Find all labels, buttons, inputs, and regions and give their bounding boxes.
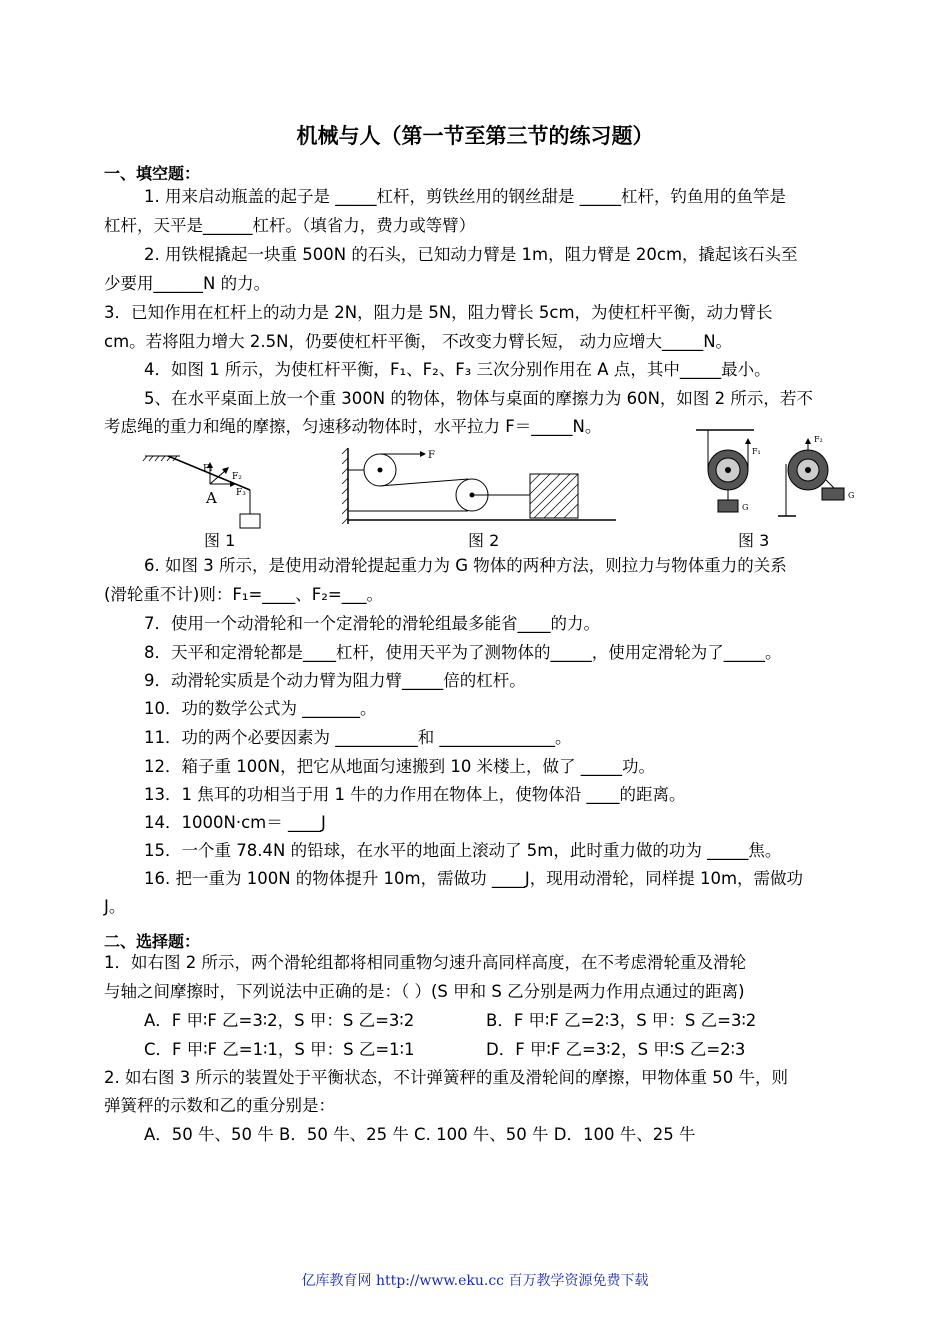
page-title: 机械与人（第一节至第三节的练习题） [296, 123, 654, 148]
figure-2-pulley-block [340, 446, 620, 526]
question-line: 9．动滑轮实质是个动力臂为阻力臂_____倍的杠杆。 [144, 671, 526, 690]
figure-2-caption: 图 2 [468, 531, 500, 550]
question-line: 15．一个重 78.4N 的铅球，在水平的地面上滚动了 5m，此时重力做的功为 _____焦。 [144, 841, 782, 860]
choice-option: C．F 甲∶F 乙=1∶1，S 甲：S 乙=1∶1 [144, 1040, 415, 1059]
question-line: 弹簧秤的示数和乙的重分别是： [104, 1096, 335, 1115]
section-heading-fill-blank: 一、填空题： [104, 164, 201, 183]
figure-3-caption: 图 3 [738, 531, 770, 550]
figure-3-movable-pulleys [696, 424, 866, 520]
figure-3-f1-label: F₁ [752, 447, 761, 456]
figure-1-f2-label: F₂ [232, 472, 242, 482]
question-line: 3．已知作用在杠杆上的动力是 2N，阻力是 5N，阻力臂长 5cm，为使杠杆平衡，动力臂长 [104, 303, 773, 322]
figure-1-lever [140, 448, 270, 530]
question-line: 考虑绳的重力和绳的摩擦，匀速移动物体时，水平拉力 F＝_____N。 [104, 417, 602, 436]
question-line: 14．1000N·cm＝ ____J [144, 813, 326, 832]
figure-1-f3-label: F₃ [236, 488, 246, 498]
question-line: J。 [104, 897, 126, 916]
question-line: 7．使用一个动滑轮和一个定滑轮的滑轮组最多能省____的力。 [144, 614, 600, 633]
question-line: 8．天平和定滑轮都是____杠杆，使用天平为了测物体的_____，使用定滑轮为了_____。 [144, 643, 782, 662]
question-line: 13．1 焦耳的功相当于用 1 牛的力作用在物体上，使物体沿 ____的距离。 [144, 785, 686, 804]
question-line: (滑轮重不计)则：F₁=____、F₂=___。 [104, 585, 383, 604]
question-line: 11．功的两个必要因素为 __________和 ______________。 [144, 728, 572, 747]
figure-3-f2-label: F₂ [814, 435, 823, 444]
section-heading-choice: 二、选择题： [104, 932, 201, 951]
question-line: 12．箱子重 100N，把它从地面匀速搬到 10 米楼上，做了 _____功。 [144, 757, 656, 776]
figure-2-force-label: F [428, 450, 435, 461]
question-line: 1．如右图 2 所示，两个滑轮组都将相同重物匀速升高同样高度，在不考虑滑轮重及滑轮 [104, 953, 746, 972]
figure-1-point-a: A [206, 489, 217, 507]
question-line: 少要用______N 的力。 [104, 274, 271, 293]
choice-option: A．F 甲∶F 乙=3∶2，S 甲：S 乙=3∶2 [144, 1011, 415, 1030]
choice-options: A．50 牛、50 牛 B．50 牛、25 牛 C. 100 牛、50 牛 D．100 牛、25 牛 [144, 1125, 696, 1144]
question-line: 1. 用来启动瓶盖的起子是 _____杠杆，剪铁丝用的钢丝甜是 _____杠杆，钓鱼用的鱼竿是 [144, 187, 786, 206]
question-line: 4．如图 1 所示，为使杠杆平衡，F₁、F₂、F₃ 三次分别作用在 A 点，其中_____最小。 [144, 360, 771, 379]
question-line: 10．功的数学公式为 _______。 [144, 699, 377, 718]
question-line: 杠杆，天平是______杠杆。（填省力，费力或等臂） [104, 216, 476, 235]
footer-link[interactable]: 亿库教育网 http://www.eku.cc 百万教学资源免费下载 [301, 1273, 649, 1289]
question-line: 6. 如图 3 所示，是使用动滑轮提起重力为 G 物体的两种方法，则拉力与物体重力的关系 [144, 556, 787, 575]
question-line: cm。若将阻力增大 2.5N，仍要使杠杆平衡， 不改变力臂长短， 动力应增大_____N。 [104, 332, 733, 351]
figure-1-caption: 图 1 [204, 531, 236, 550]
question-line: 16. 把一重为 100N 的物体提升 10m，需做功 ____J，现用动滑轮，同样提 10m，需做功 [144, 869, 804, 888]
question-line: 2. 如右图 3 所示的装置处于平衡状态，不计弹簧秤的重及滑轮间的摩擦，甲物体重 50 牛，则 [104, 1068, 788, 1087]
question-line: 5、在水平桌面上放一个重 300N 的物体，物体与桌面的摩擦力为 60N，如图 2 所示，若不 [144, 389, 813, 408]
figure-3-g1-label: G [742, 503, 749, 512]
question-line: 与轴之间摩擦时，下列说法中正确的是：（ ）(S 甲和 S 乙分别是两力作用点通过的距离) [104, 982, 745, 1001]
figure-1-f1-label: F₁ [203, 464, 213, 474]
choice-option: B．F 甲∶F 乙=2∶3，S 甲：S 乙=3∶2 [486, 1011, 757, 1030]
choice-option: D．F 甲∶F 乙=3∶2，S 甲∶S 乙=2∶3 [486, 1040, 746, 1059]
question-line: 2. 用铁棍撬起一块重 500N 的石头，已知动力臂是 1m，阻力臂是 20cm，撬起该石头至 [144, 245, 798, 264]
figure-3-g2-label: G [848, 491, 855, 500]
